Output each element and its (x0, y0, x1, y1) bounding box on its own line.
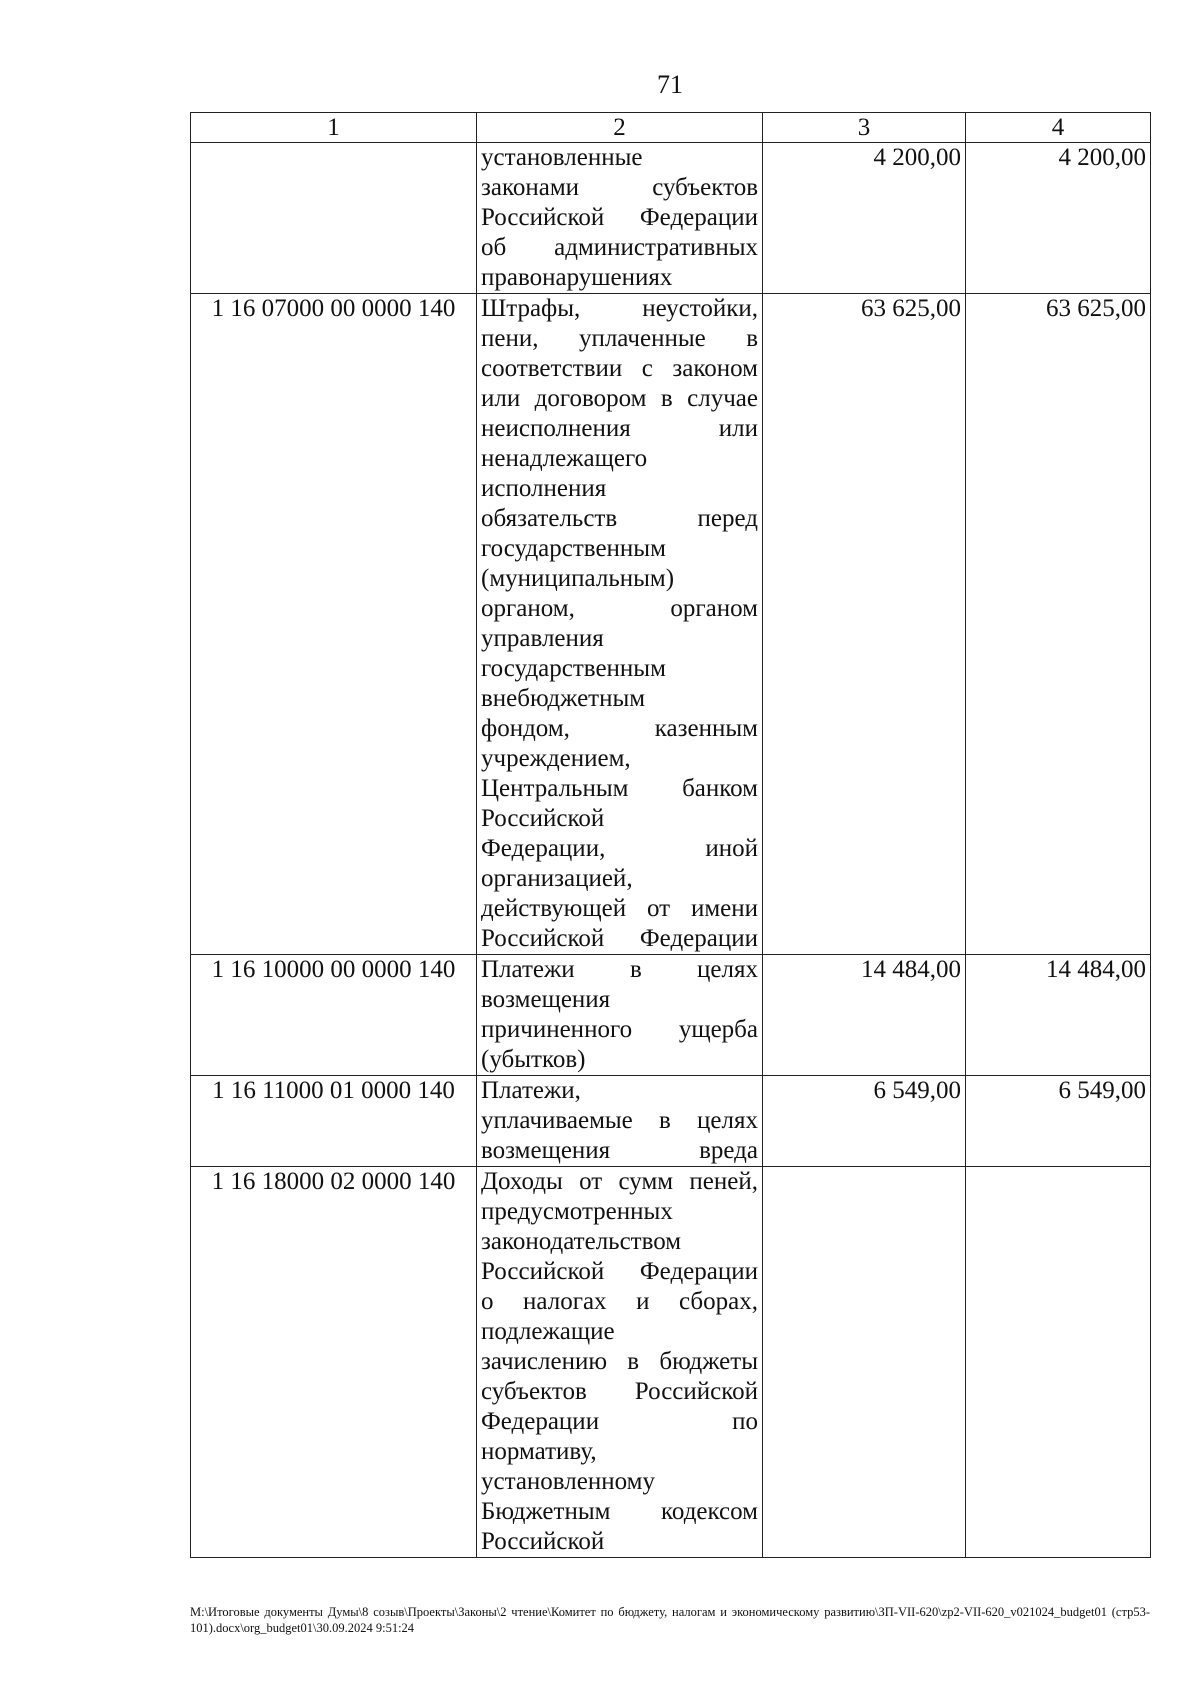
column-header-3: 3 (763, 113, 966, 143)
amount-cell-col4: 14 484,00 (966, 955, 1151, 1076)
description-cell (477, 1076, 763, 1167)
description-line: нормативу, (481, 1438, 597, 1465)
description-line: субъектов Российской (481, 1378, 758, 1405)
description-line: соответствии с законом (481, 355, 758, 382)
description-line: Доходы от сумм пеней, (481, 1168, 758, 1195)
description-line: органом, органом (481, 595, 758, 622)
description-line: возмещения вреда (481, 1137, 758, 1164)
description-line: неисполнения или (481, 415, 758, 442)
amount-cell-col3: 4 200,00 (763, 143, 966, 294)
description-line: установленному (481, 1468, 655, 1495)
description-line: управления (481, 625, 604, 652)
amount-cell-col3: 6 549,00 (763, 1076, 966, 1167)
column-header-2: 2 (477, 113, 763, 143)
description-line: Российской (481, 1528, 605, 1555)
description-line: фондом, казенным (481, 715, 758, 742)
table-row (191, 1076, 1151, 1167)
description-cell (477, 955, 763, 1076)
description-line: Федерации, иной (481, 835, 758, 862)
page-number: 71 (657, 70, 683, 99)
amount-cell-col3 (763, 1167, 966, 1558)
description-line: внебюджетным (481, 685, 646, 712)
column-header-1: 1 (191, 113, 477, 143)
description-line: законодательством (481, 1228, 682, 1255)
description-cell (477, 1167, 763, 1558)
description-line: уплачиваемые в целях (481, 1107, 758, 1134)
description-line: или договором в случае (481, 385, 758, 412)
description-line: Российской Федерации (481, 204, 758, 231)
budget-code-cell (191, 143, 477, 294)
description-line: возмещения (481, 986, 611, 1013)
description-line: исполнения (481, 475, 607, 502)
description-line: Штрафы, неустойки, (481, 295, 758, 322)
description-line: законами субъектов (481, 174, 758, 201)
description-line: обязательств перед (481, 505, 758, 532)
description-line: Российской Федерации (481, 925, 758, 952)
description-line: учреждением, (481, 745, 631, 772)
budget-code-cell: 1 16 07000 00 0000 140 (191, 294, 477, 955)
table-row (191, 143, 1151, 294)
description-line: правонарушениях (481, 264, 673, 291)
description-line: причиненного ущерба (481, 1016, 758, 1043)
description-line: действующей от имени (481, 895, 758, 922)
amount-cell-col3: 63 625,00 (763, 294, 966, 955)
table-row (191, 1167, 1151, 1558)
description-line: Бюджетным кодексом (481, 1498, 758, 1525)
description-line: государственным (481, 655, 666, 682)
table-row (191, 294, 1151, 955)
description-line: (муниципальным) (481, 565, 675, 592)
description-line: зачислению в бюджеты (481, 1348, 758, 1375)
document-path-footer: М:\Итоговые документы Думы\8 созыв\Проекты\Законы\2 чтение\Комитет по бюджету, налогам и экономическому развитию\ЗП-VII-620\zp2-VII-620_v021024_budget01 (стр53-101).docx\org_budget01\30.09.2024 9:51:24 (190, 1605, 1150, 1635)
description-line: Российской (481, 805, 605, 832)
description-line: подлежащие (481, 1318, 615, 1345)
budget-code-cell: 1 16 10000 00 0000 140 (191, 955, 477, 1076)
description-line: пени, уплаченные в (481, 325, 758, 352)
amount-cell-col4 (966, 1167, 1151, 1558)
budget-table (190, 112, 1151, 1558)
table-body (191, 143, 1151, 1558)
description-line: предусмотренных (481, 1198, 673, 1225)
amount-cell-col4: 4 200,00 (966, 143, 1151, 294)
description-line: ненадлежащего (481, 445, 648, 472)
budget-code-cell: 1 16 18000 02 0000 140 (191, 1167, 477, 1558)
amount-cell-col4: 63 625,00 (966, 294, 1151, 955)
description-line: установленные (481, 144, 643, 171)
description-line: государственным (481, 535, 666, 562)
amount-cell-col3: 14 484,00 (763, 955, 966, 1076)
amount-cell-col4: 6 549,00 (966, 1076, 1151, 1167)
description-cell (477, 294, 763, 955)
budget-code-cell: 1 16 11000 01 0000 140 (191, 1076, 477, 1167)
description-line: Российской Федерации (481, 1258, 758, 1285)
description-line: организацией, (481, 865, 633, 892)
description-line: об административных (481, 234, 758, 261)
description-line: Платежи в целях (481, 956, 758, 983)
description-line: Центральным банком (481, 775, 758, 802)
description-line: о налогах и сборах, (481, 1288, 758, 1315)
column-header-4: 4 (966, 113, 1151, 143)
table-header-row (191, 113, 1151, 143)
description-cell (477, 143, 763, 294)
description-line: Федерации по (481, 1408, 758, 1435)
table-row (191, 955, 1151, 1076)
description-line: (убытков) (481, 1046, 586, 1073)
description-line: Платежи, (481, 1077, 581, 1104)
